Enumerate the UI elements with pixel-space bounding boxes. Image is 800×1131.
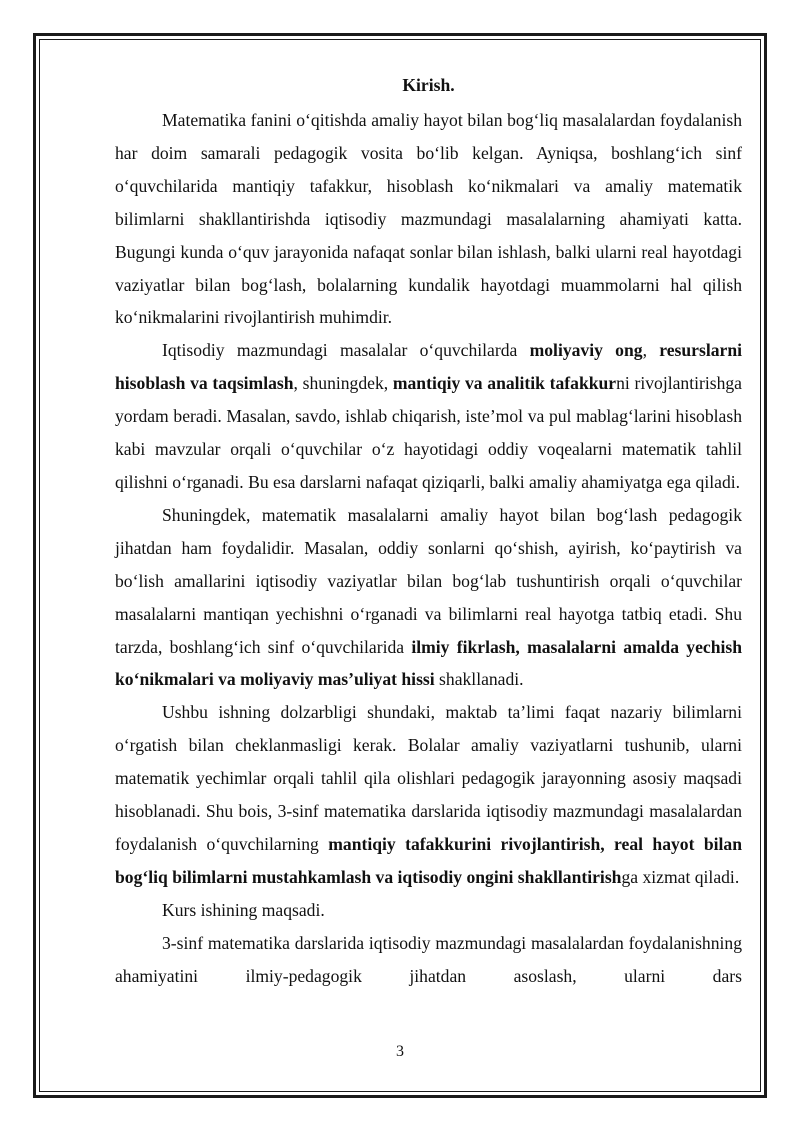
paragraph — [115, 104, 742, 334]
text-run: ni rivojlantirishga yordam beradi. Masalan, savdo, ishlab chiqarish, iste’mol va pul mablag‘larini hisoblash kabi mavzular orqali o‘quvchilar o‘z hayotidagi oddiy voqealarni matematik tahlil qilishni o‘rganadi. Bu esa darslarni nafaqat qiziqarli, balki amaliy ahamiyatga ega qiladi. — [115, 373, 742, 492]
page-title: Kirish. — [402, 75, 455, 95]
bold-text-run: mantiqiy va analitik tafakkur — [392, 373, 617, 394]
paragraph — [115, 334, 742, 499]
document-body — [115, 104, 742, 992]
page-number: 3 — [396, 1043, 404, 1060]
bold-text-run: resurslarni hisoblash va taqsimlash — [115, 340, 742, 394]
text-run: Ushbu ishning dolzarbligi shundaki, maktab ta’limi faqat nazariy bilimlarni o‘rgatish bilan cheklanmasligi kerak. Bolalar amaliy vaziyatlarni tushunib, ularni matematik yechimlar orqali tahlil qila olishlari pedagogik jarayonning asosiy maqsadi hisoblanadi. Shu bois, 3-sinf matematika darslarida iqtisodiy mazmundagi masalalardan foydalanish o‘quvchilarning — [115, 702, 742, 854]
text-run: Iqtisodiy mazmundagi masalalar o‘quvchilarda — [162, 340, 530, 361]
bold-text-run: moliyaviy ong — [529, 340, 643, 361]
paragraph — [115, 499, 742, 696]
paragraph — [115, 696, 742, 893]
text-run: shakllanadi. — [434, 669, 524, 690]
text-run: 3-sinf matematika darslarida iqtisodiy mazmundagi masalalardan foydalanishning ahamiyatini ilmiy-pedagogik jihatdan asoslash, ularni dars — [115, 932, 742, 986]
text-run: , — [642, 340, 660, 361]
bold-text-run: ilmiy fikrlash, masalalarni amalda yechish ko‘nikmalari va moliyaviy mas’uliyat hissi — [115, 636, 743, 690]
document-page — [115, 68, 742, 992]
paragraph — [115, 894, 742, 927]
text-run: Kurs ishining maqsadi. — [162, 899, 325, 920]
text-run: ga xizmat qiladi. — [621, 866, 740, 887]
paragraph — [115, 927, 742, 993]
bold-text-run: mantiqiy tafakkurini rivojlantirish, real hayot bilan bog‘liq bilimlarni mustahkamlash va iqtisodiy ongini shakllantirish — [115, 833, 742, 887]
text-run: Shuningdek, matematik masalalarni amaliy hayot bilan bog‘lash pedagogik jihatdan ham foydalidir. Masalan, oddiy sonlarni qo‘shish, ayirish, ko‘paytirish va bo‘lish amallarini iqtisodiy vaziyatlar bilan bog‘lab tushuntirish orqali o‘quvchilar masalalarni mantiqan yechishni o‘rganadi va bilimlarni real hayotga tatbiq etadi. Shu tarzda, boshlang‘ich sinf o‘quvchilarida — [115, 504, 742, 657]
text-run: Matematika fanini o‘qitishda amaliy hayot bilan bog‘liq masalalardan foydalanish har doim samarali pedagogik vosita bo‘lib kelgan. Ayniqsa, boshlang‘ich sinf o‘quvchilarida mantiqiy tafakkur, hisoblash ko‘nikmalari va amaliy matematik bilimlarni shakllantirishda iqtisodiy mazmundagi masalalarning ahamiyati katta. Bugungi kunda o‘quv jarayonida nafaqat sonlar bilan ishlash, balki ularni real hayotdagi vaziyatlar bilan bog‘lash, bolalarning kundalik hayotdagi muammolarni hal qilish ko‘nikmalarini rivojlantirish muhimdir. — [115, 110, 742, 328]
text-run: , shuningdek, — [293, 373, 393, 394]
